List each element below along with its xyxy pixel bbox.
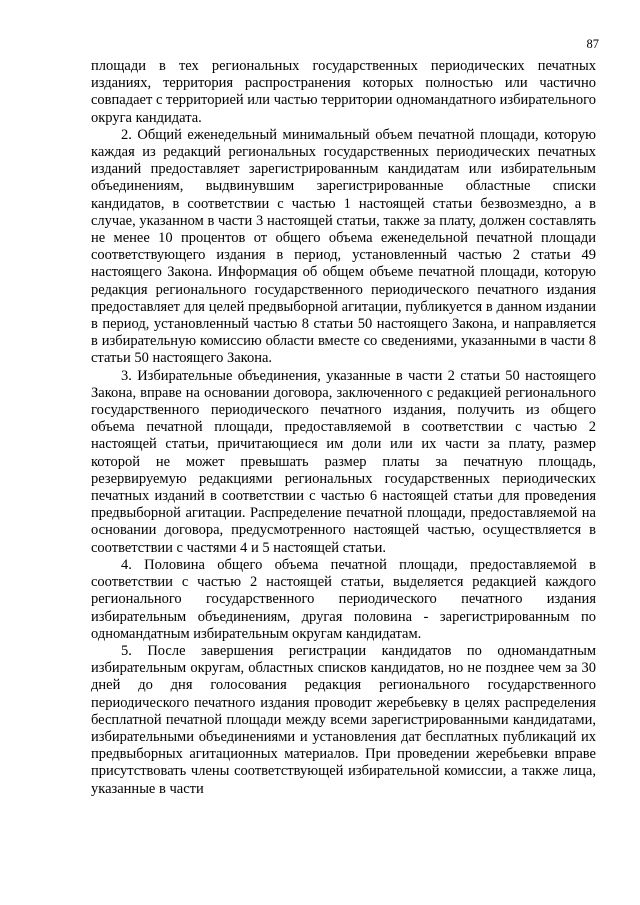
paragraph-4: 4. Половина общего объема печатной площади, предоставляемой в соответствии с частью 2 настоящей статьи, выделяется редакцией каждого регионального государственного периодического печатного издания избирательным объединениям, другая половина - зарегистрированным по одномандатным избирательным округам кандидатам.	[91, 556, 596, 642]
paragraph-continuation: площади в тех региональных государственных периодических печатных изданиях, территория распространения которых полностью или частично совпадает с территорией или частью территории одномандатного избирательного округа кандидата.	[91, 58, 596, 126]
paragraph-3: 3. Избирательные объединения, указанные в части 2 статьи 50 настоящего Закона, вправе на основании договора, заключенного с редакцией регионального государственного периодического печатного издания, получить из общего объема печатной площади, предоставляемой в соответствии с частью 2 настоящей статьи, причитающиеся им доли или их части за плату, размер которой не может превышать размер платы за печатную площадь, резервируемую редакциями региональных государственных периодических печатных изданий в соответствии с частью 6 настоящей статьи для проведения предвыборной агитации. Распределение печатной площади, предоставляемой на основании договора, предусмотренного настоящей частью, осуществляется в соответствии с частями 4 и 5 настоящей статьи.	[91, 367, 596, 556]
page-number: 87	[586, 37, 599, 51]
paragraph-2: 2. Общий еженедельный минимальный объем печатной площади, которую каждая из редакций региональных государственных периодических печатных изданий предоставляет зарегистрированным кандидатам или избирательным объединениям, выдвинувшим зарегистрированные областные списки кандидатов, в соответствии с частью 1 настоящей статьи безвозмездно, а в случае, указанном в части 3 настоящей статьи, также за плату, должен составлять не менее 10 процентов от общего объема еженедельной печатной площади соответствующего издания в период, установленный частью 2 статьи 49 настоящего Закона. Информация об общем объеме печатной площади, которую редакция регионального государственного периодического печатного издания предоставляет для целей предвыборной агитации, публикуется в данном издании в период, установленный частью 8 статьи 50 настоящего Закона, и направляется в избирательную комиссию области вместе со сведениями, указанными в части 8 статьи 50 настоящего Закона.	[91, 126, 596, 367]
paragraph-5: 5. После завершения регистрации кандидатов по одномандатным избирательным округам, областных списков кандидатов, но не позднее чем за 30 дней до дня голосования редакция регионального государственного периодического печатного издания проводит жеребьевку в целях распределения бесплатной печатной площади между всеми зарегистрированными кандидатами, избирательными объединениями и установления дат бесплатных публикаций их предвыборных агитационных материалов. При проведении жеребьевки вправе присутствовать члены соответствующей избирательной комиссии, а также лица, указанные в части	[91, 642, 596, 797]
body-text	[91, 58, 596, 798]
